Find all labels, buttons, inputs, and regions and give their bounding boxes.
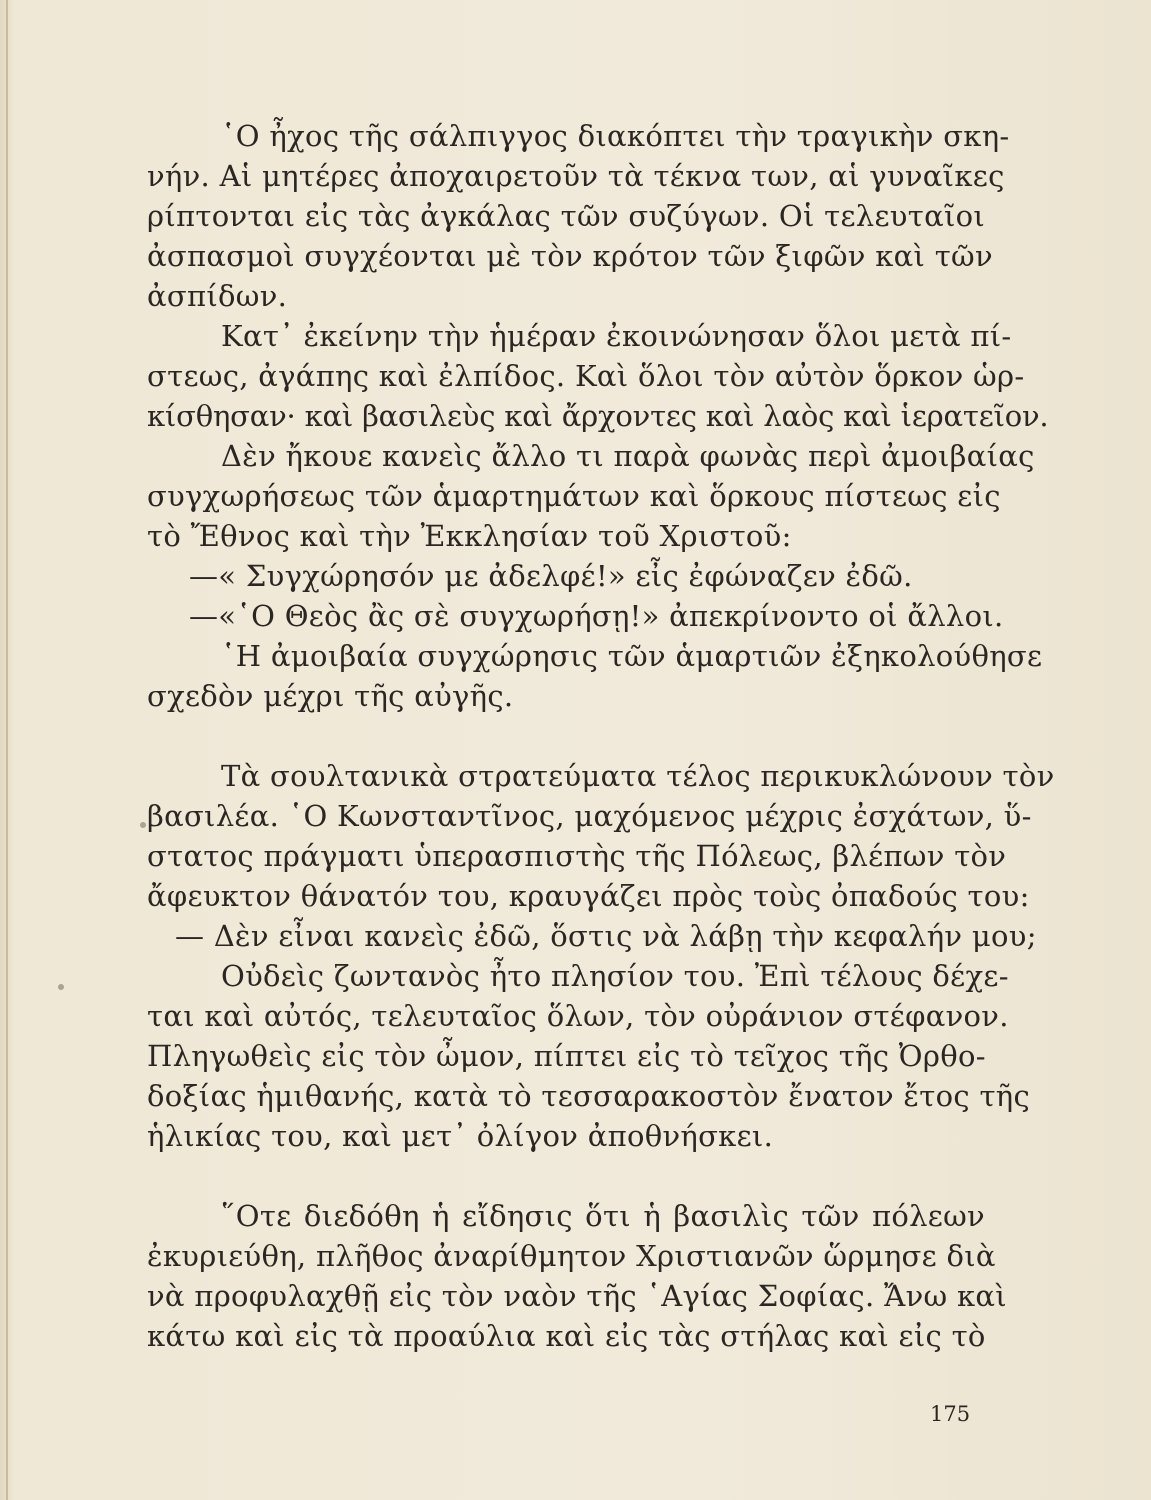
text-line: —«῾Ο Θεὸς ἂς σὲ συγχωρήσῃ!» ἀπεκρίνοντο οἱ ἄλλοι.: [189, 599, 1004, 633]
print-speck: [140, 822, 146, 828]
text-line: ῾Η ἀμοιβαία συγχώρησις τῶν ἁμαρτιῶν ἐξηκολούθησε: [221, 639, 1043, 673]
print-speck: [58, 984, 64, 990]
text-line: ῞Οτε διεδόθη ἡ εἴδησις ὅτι ἡ βασιλὶς τῶν πόλεων: [221, 1199, 985, 1233]
text-line: συγχωρήσεως τῶν ἁμαρτημάτων καὶ ὅρκους πίστεως εἰς: [147, 479, 1001, 513]
text-line: Οὐδεὶς ζωντανὸς ἦτο πλησίον του. Ἐπὶ τέλους δέχε-: [221, 959, 1009, 993]
text-line: ῾Ο ἦχος τῆς σάλπιγγος διακόπτει τὴν τραγικὴν σκη-: [221, 119, 1010, 153]
body-text: [147, 116, 1055, 1356]
text-line: ρίπτονται εἰς τὰς ἀγκάλας τῶν συζύγων. Οἱ τελευταῖοι: [147, 199, 986, 233]
text-line: ἄφευκτον θάνατόν του, κραυγάζει πρὸς τοὺς ὀπαδούς του:: [147, 879, 1030, 913]
text-line: —« Συγχώρησόν με ἀδελφέ!» εἶς ἐφώναζεν ἐδῶ.: [189, 559, 913, 593]
text-line: ἀσπασμοὶ συγχέονται μὲ τὸν κρότον τῶν ξιφῶν καὶ τῶν: [147, 239, 993, 273]
text-line: κάτω καὶ εἰς τὰ προαύλια καὶ εἰς τὰς στήλας καὶ εἰς τὸ: [147, 1319, 986, 1353]
text-line: — Δὲν εἶναι κανεὶς ἐδῶ, ὅστις νὰ λάβῃ τὴν κεφαλήν μου;: [175, 919, 1037, 953]
text-line: στεως, ἀγάπης καὶ ἐλπίδος. Καὶ ὅλοι τὸν αὐτὸν ὅρκον ὡρ-: [147, 359, 1025, 393]
text-line: τὸ Ἔθνος καὶ τὴν Ἐκκλησίαν τοῦ Χριστοῦ:: [147, 519, 792, 553]
text-line: νὰ προφυλαχθῇ εἰς τὸν ναὸν τῆς ῾Αγίας Σοφίας. Ἄνω καὶ: [147, 1279, 1007, 1313]
text-line: Κατ᾽ ἐκείνην τὴν ἡμέραν ἐκοινώνησαν ὅλοι μετὰ πί-: [221, 319, 1012, 353]
paragraph-gap: [147, 716, 985, 756]
text-line: Πληγωθεὶς εἰς τὸν ὦμον, πίπτει εἰς τὸ τεῖχος τῆς Ὀρθο-: [147, 1039, 986, 1073]
text-line: νήν. Αἱ μητέρες ἀποχαιρετοῦν τὰ τέκνα των, αἱ γυναῖκες: [147, 159, 1005, 193]
text-line: σχεδὸν μέχρι τῆς αὐγῆς.: [147, 679, 514, 713]
text-line: στατος πράγματι ὑπερασπιστὴς τῆς Πόλεως, βλέπων τὸν: [147, 839, 1007, 873]
text-line: ἐκυριεύθη, πλῆθος ἀναρίθμητον Χριστιανῶν ὥρμησε διὰ: [147, 1239, 996, 1273]
text-line: Τὰ σουλτανικὰ στρατεύματα τέλος περικυκλώνουν τὸν: [221, 759, 1055, 793]
text-line: δοξίας ἡμιθανής, κατὰ τὸ τεσσαρακοστὸν ἔνατον ἔτος τῆς: [147, 1079, 1031, 1113]
text-line: ἡλικίας του, καὶ μετ᾽ ὀλίγον ἀποθνήσκει.: [147, 1119, 774, 1153]
text-line: Δὲν ἤκουε κανεὶς ἄλλο τι παρὰ φωνὰς περὶ ἀμοιβαίας: [221, 439, 1035, 473]
text-line: βασιλέα. ῾Ο Κωνσταντῖνος, μαχόμενος μέχρις ἐσχάτων, ὕ-: [147, 799, 1032, 833]
text-line: ἀσπίδων.: [147, 279, 288, 313]
page-edge-shadow: [6, 0, 8, 1500]
paragraph-gap: [147, 1156, 985, 1196]
text-line: ται καὶ αὐτός, τελευταῖος ὅλων, τὸν οὐράνιον στέφανον.: [147, 999, 1009, 1033]
text-line: κίσθησαν· καὶ βασιλεὺς καὶ ἄρχοντες καὶ λαὸς καὶ ἱερατεῖον.: [147, 399, 1049, 433]
page-number: 175: [930, 1402, 971, 1426]
